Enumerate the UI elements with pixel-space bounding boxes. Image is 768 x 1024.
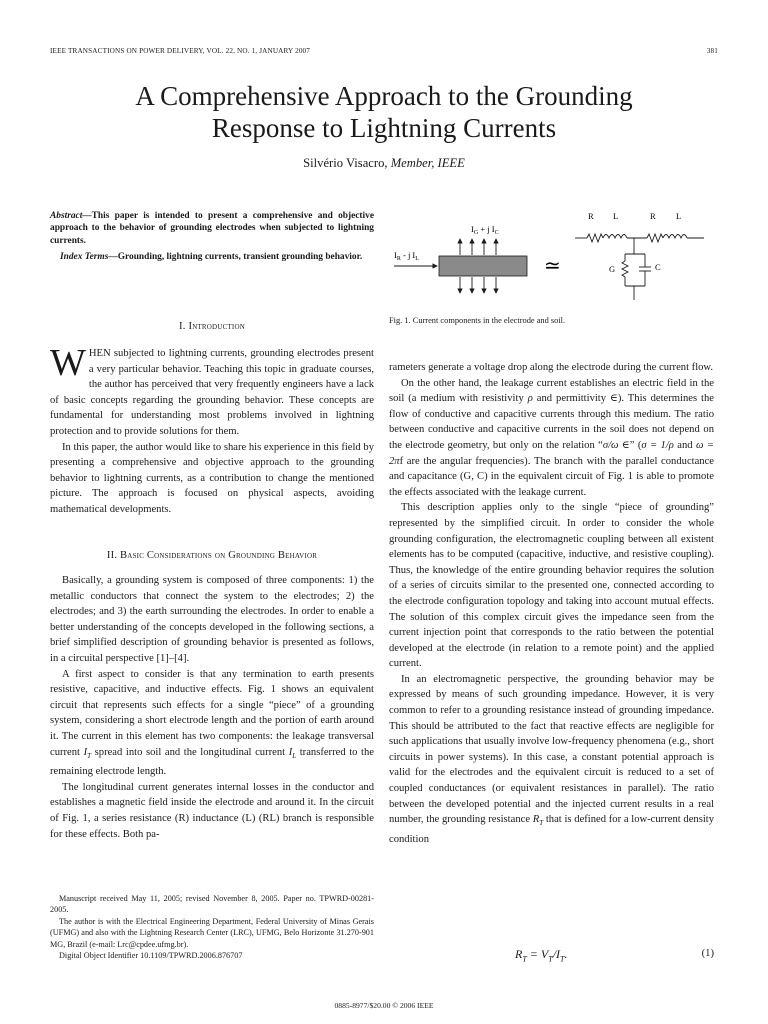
- inductor-2: [663, 235, 687, 239]
- footnote-manuscript: Manuscript received May 11, 2005; revised November 8, 2005. Paper no. TPWRD-00281-2005.: [50, 894, 374, 915]
- inductor-1: [603, 235, 627, 239]
- journal-info: IEEE TRANSACTIONS ON POWER DELIVERY, VOL. 22, NO. 1, JANUARY 2007: [50, 47, 311, 55]
- intro-text: [50, 342, 374, 518]
- index-terms-label: Index Terms—: [60, 252, 118, 263]
- index-terms-text: Grounding, lightning currents, transient grounding behavior.: [117, 252, 363, 263]
- footnote: [50, 893, 374, 961]
- figure-1-diagram: [389, 204, 714, 309]
- figure-1: [389, 204, 714, 309]
- abstract: [50, 210, 374, 268]
- section-2-paragraph-3: The longitudinal current generates internal losses in the conductor and establishes a magnetic field inside the electrode and around it. In the circuit of Fig. 1, a series resistance (R) inductance (L) (RL) branch is responsible for these effects. Both pa-: [50, 781, 374, 840]
- label-input-current: $I_R$ - j $I_L$: [394, 250, 419, 262]
- symbol-it: I: [83, 746, 88, 758]
- section-2-paragraph-2: A first aspect to consider is that any termination to earth presents resistive, capacitive, and inductive effects. Fig. 1 shows an equivalent circuit that represents such effects for a single “piece” of a grounding system, considering a short electrode length and the portion of earth around it. The current in this element has two components: the leakage transversal current $I_T$ spread into soil and the longitudinal current $I_L$ transferred to the remaining electrode length.: [50, 668, 374, 778]
- title-line-2: Response to Lightning Currents: [211, 113, 557, 143]
- section-2-heading: II. Basic Considerations on Grounding Behavior: [106, 550, 318, 561]
- running-header: [50, 47, 718, 55]
- equation-1-body: $R_T = V_T/I_T$.: [515, 947, 568, 964]
- right-paragraph-4: In an electromagnetic perspective, the grounding behavior may be expressed by means of such grounding impedance. However, it is very common to refer to a grounding resistance instead of grounding impedance. This should be attributed to the fact that reactive effects are negligible for such applications that usually involve low-frequency phenomena (e.g., short circuits in power systems). In this case, a constant potential approach is valid for the electrodes and the equivalent circuit is reduced to a set of coupled conductances (or equivalent resistances in parallel). The ratio between the developed potential and the injected current results in a real number, the grounding resistance $R_T$ that is defined for a low-current density condition: [389, 673, 715, 845]
- label-l1: L: [613, 211, 619, 221]
- label-r1: R: [588, 211, 594, 221]
- symbol-il: I: [288, 746, 293, 758]
- abstract-label: Abstract—: [50, 211, 92, 221]
- section-2-paragraph-1: Basically, a grounding system is composed of three components: 1) the metallic conductors that connect the system to the electrodes; 2) the electrodes; and 3) the earth surrounding the electrodes. In order to enable a better understanding of the concepts developed in the following sections, a brief simplified description of grounding behavior is presented as follows, in a circuital perspective [1]–[4].: [50, 575, 374, 664]
- right-column-text: [389, 360, 714, 848]
- drop-cap: W: [50, 342, 86, 384]
- resistor-1: [587, 234, 603, 242]
- author-line: [0, 156, 768, 171]
- label-l2: L: [676, 211, 682, 221]
- equation-1: [389, 947, 714, 965]
- equation-1-number: (1): [701, 948, 714, 959]
- page-number: 381: [706, 47, 718, 55]
- paper-title: [0, 80, 768, 144]
- abstract-text: This paper is intended to present a comprehensive and objective approach to the behavior of grounding electrodes when subjected to lightning currents.: [50, 211, 374, 246]
- footnote-affiliation: The author is with the Electrical Engineering Department, Federal University of Minas Gerais (UFMG) and also with the Lightning Research Center (LRC), UFMG, Belo Horizonte 31.270-901 MG, Brazil (e-mail: Lrc@cpdee.ufmg.br).: [50, 916, 374, 949]
- title-line-1: A Comprehensive Approach to the Grounding: [135, 81, 633, 111]
- label-c: C: [655, 262, 661, 272]
- footnote-doi: Digital Object Identifier 10.1109/TPWRD.2006.876707: [59, 951, 243, 961]
- section-2-text: [50, 573, 374, 842]
- right-paragraph-2: On the other hand, the leakage current establishes an electric field in the soil (a medium with resistivity ρ and permittivity ∈). This determines the flow of conductive and capacitive currents through this medium. The ratio between conductive and capacitive currents in the soil does not depend on the electrode geometry, but only on the relation “σ/ω ∈” (σ = 1/ρ and ω = 2πf are the angular frequencies). The branch with the parallel conductance and capacitance (G, C) in the equivalent circuit of Fig. 1 is able to promote the effects associated with the leakage current.: [389, 377, 715, 498]
- resistor-2: [647, 234, 663, 242]
- electrode-bar: [439, 256, 527, 276]
- right-paragraph-3: This description applies only to the single “piece of grounding” represented by the simplified circuit. In order to consider the whole grounding configuration, the electromagnetic coupling between all existent elements has to be computed (capacitive, inductive, and resistive coupling). Thus, the knowledge of the entire grounding behavior requires the solution of a series of circuits similar to the presented one, connected according to the electrode configuration topology and taking into account mutual effects. The solution of this complex circuit gives the impedance seen from the current injection point that corresponds to the ratio between the potential developed at the electrode (in relation to a remote point) and the applied current.: [389, 502, 714, 670]
- figure-1-caption: Fig. 1. Current components in the electrode and soil.: [389, 316, 566, 325]
- section-1-heading: I. Introduction: [179, 321, 245, 332]
- label-r2: R: [650, 211, 656, 221]
- equivalent-circuit: [575, 234, 704, 300]
- right-paragraph-1: rameters generate a voltage drop along the electrode during the current flow.: [389, 362, 714, 373]
- equivalence-symbol: ≃: [544, 255, 561, 277]
- author-membership: Member, IEEE: [390, 156, 465, 170]
- intro-paragraph-2: In this paper, the author would like to share his experience in this field by presenting a comprehensive and objective approach to the grounding behavior to lightning currents, as a contribution to change the mentioned picture. The approach is focused on physical aspects, avoiding mathematical developments.: [50, 441, 374, 515]
- intro-paragraph-1: HEN subjected to lightning currents, grounding electrodes present a very particular behavior. Teaching this topic in graduate courses, the author has perceived that very frequently engineers have a lack of basic concepts regarding the grounding behavior. These concepts are fundamental for understanding most problems involved in lightning protection and to provide solutions for them.: [50, 348, 374, 437]
- symbol-rt: R: [532, 814, 540, 826]
- label-top-current: $I_G + j$ $I_C$: [471, 224, 499, 236]
- copyright-line: 0885-8977/$20.00 © 2006 IEEE: [334, 1001, 434, 1010]
- conductance-g: [622, 261, 628, 280]
- author-name: Silvério Visacro,: [303, 156, 388, 170]
- label-g: G: [609, 264, 616, 274]
